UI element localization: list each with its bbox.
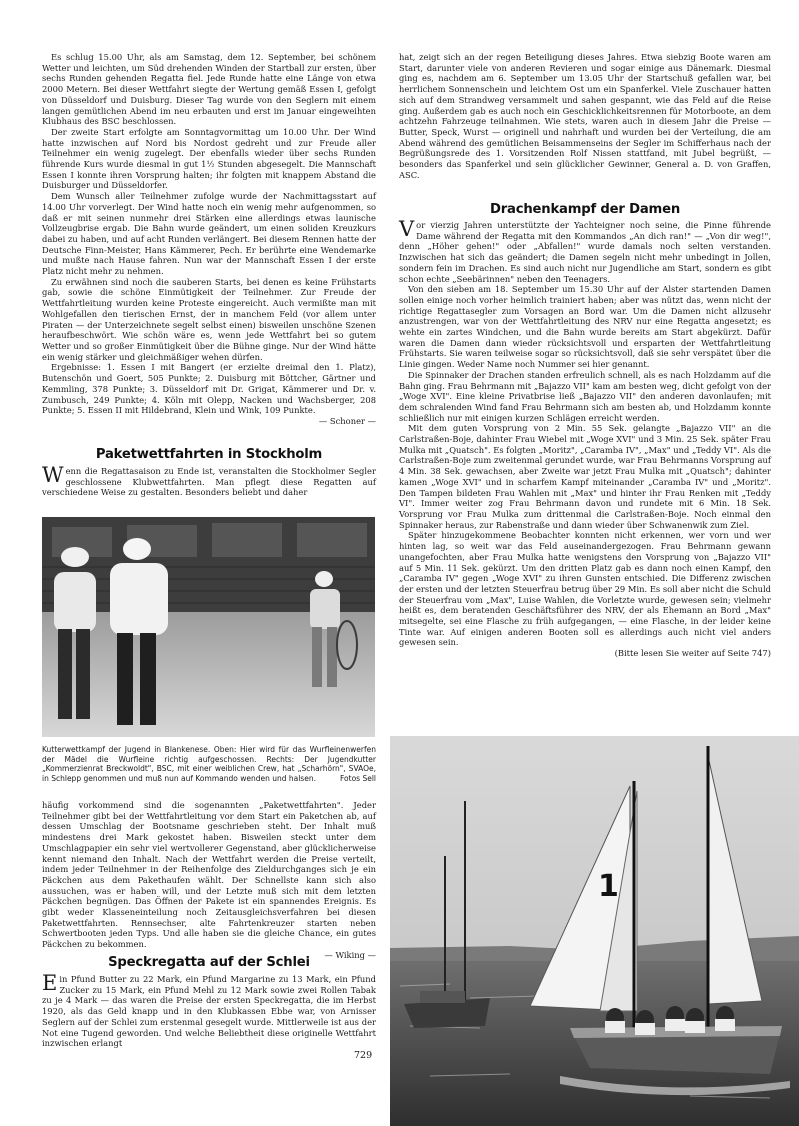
paragraph: Zu erwähnen sind noch die sauberen Starts, bei denen es keine Frühstarts gab, sowie die schöne Einmütigkeit der Teilnehmer. Zur Freude der Wettfahrtleitung wurden keine Proteste eingereicht. Auch vermißte man mit Wohlgefallen den tierischen Ernst, der in manchem Feld (vor allem unter Piraten — der Unterzeichnete segelt selbst einen) bisweilen unschöne Szenen heraufbeschwört. Wie schön wäre es, wenn jede Wettfahrt bei so gutem Wetter und so großer Einmütigkeit über die Bühne ginge. Nur der Wind hätte ein wenig stärker und gleichmäßiger wehen dürfen. xyxy=(42,276,376,362)
dropcap-letter: V xyxy=(399,217,415,241)
left-column-article xyxy=(42,52,376,427)
paragraph: Später hinzugekommene Beobachter konnten nicht erkennen, wer vorn und wer hinten lag, so weit war das Feld auseinandergezogen. Frau Behrmann gewann unangefochten, aber Frau Mulka hatte wenigstens den Vorsprung von „Bajazzo VII" auf 5 Min. 11 Sek. gekürzt. Um den dritten Platz gab es dann noch einen Kampf, den „Caramba IV" gegen „Woge XVI" zu ihren Gunsten entschied. Die Differenz zwischen der ersten und der letzten Steuerfrau betrug über 29 Min. Es soll aber nicht die Schuld der Steuerfrau vom „Max", Luise Wahlen, die Vorletzte wurde, gewesen sein; vielmehr heißt es, dem beratenden Geschäftsführer des NRV, der als Ehemann an Bord „Max" mitsegelte, sei eine Flasche zu früh aufgegangen, — eine Flasche, in der leider keine Tinte war. Auf einigen anderen Booten soll es allerdings auch nicht viel anders gewesen sein. xyxy=(399,530,771,648)
page-number: 729 xyxy=(354,1050,373,1061)
stockholm-intro xyxy=(42,463,376,498)
schlei-body xyxy=(42,971,376,1049)
continuation-note: (Bitte lesen Sie weiter auf Seite 747) xyxy=(614,648,771,659)
results-paragraph: Ergebnisse: 1. Essen I mit Bangert (er erzielte dreimal den 1. Platz), Butenschön und Goert, 505 Punkte; 2. Duisburg mit Böttcher, Gärtner und Kemmling, 378 Punkte; 3. Düsseldorf mit Dr. Grigat, Kämmerer und Dr. v. Zumbusch, 249 Punkte; 4. Köln mit Olepp, Nacken und Wachsberger, 208 Punkte; 5. Essen II mit Hildebrand, Klein und Wink, 109 Punkte. xyxy=(42,362,376,416)
photo-youth-rope-throwing xyxy=(42,517,375,737)
paragraph: Dem Wunsch aller Teilnehmer zufolge wurde der Nachmittagsstart auf 14.00 Uhr vorverlegt. Der Wind hatte noch ein wenig mehr aufgenommen, so daß er mit seinen nunmehr drei Stärken eine allerdings etwas launische Vollzeugbrise ergab. Die Bahn wurde geändert, um einen soliden Kreuzkurs dabei zu haben, und auf acht Runden verlängert. Bei diesem Rennen hatte der Deutsche Finn-Meister, Hans Kämmerer, Pech. Er berührte eine Wendemarke und mußte nach Hause fahren. Nun war der Mannschaft Essen I der erste Platz nicht mehr zu nehmen. xyxy=(42,191,376,277)
paragraph: häufig vorkommend sind die sogenannten „Paketwettfahrten". Jeder Teilnehmer gibt bei der Wettfahrtleitung vor dem Start ein Paketchen ab, auf dessen Umschlag der Bootsname geschrieben steht. Der Inhalt muß mindestens drei Mark gekostet haben. Bisweilen steckt unter dem Umschlagpapier ein sehr viel wertvollerer Gegenstand, aber glücklicherweise kennt niemand den Inhalt. Nach der Wettfahrt werden die Preise verteilt, indem jeder Teilnehmer in der Reihenfolge des Zieldurchganges sich je ein Päckchen aus dem Pakethaufen wählt. Der Schnellste kann sich also aussuchen, was er haben will, und der Letzte muß sich mit dem letzten Päckchen begnügen. Das Öffnen der Pakete ist ein spannendes Ereignis. Es gibt weder Klasseneinteilung noch Zeitausgleichsverfahren bei diesen Paketwettfahrten. Rennsechser, alte Fahrtenkreuzer starten neben Schwertbooten jeden Typs. Und alle haben sie die gleiche Chance, ein gutes Päckchen zu bekommen. xyxy=(42,800,376,950)
dropcap-letter: E xyxy=(42,971,58,995)
section-heading-stockholm: Paketwettfahrten in Stockholm xyxy=(95,447,323,462)
section-heading-drachenkampf: Drachenkampf der Damen xyxy=(489,202,681,217)
intro-text: enn die Regattasaison zu Ende ist, veranstalten die Stockholmer Segler geschlossene Klubwettfahrten. Man pflegt diese Regatten auf verschiedene Weise zu gestalten. Besonders beliebt und daher xyxy=(42,466,376,498)
paragraph: hat, zeigt sich an der regen Beteiligung dieses Jahres. Etwa siebzig Boote waren am Start, darunter viele von anderen Revieren und sogar einige aus Dänemark. Diesmal ging es, nachdem am 6. September um 13.05 Uhr der Startschuß gefallen war, bei herrlichem Sonnenschein und leichtem Ost um ein Spanferkel. Viele Zuschauer hatten sich auf dem Strandweg versammelt und sahen gespannt, wie das Feld auf die Reise ging. Außerdem gab es auch noch ein Geschicklichkeitsrennen für Motorboote, an dem achtzehn Fahrzeuge teilnahmen. Wie stets, waren auch in diesem Jahr die Preise — Butter, Speck, Wurst — originell und nahrhaft und wurden bei der Verteilung, die am Abend während des gemütlichen Beisammenseins der Segler im Schifferhaus nach der Begrüßungsrede des 1. Vorsitzenden Rolf Nissen stattfand, mit Jubel begrüßt, — besonders das Spanferkel und sein glücklicher Gewinner, General a. D. von Graffen, ASC. xyxy=(399,52,771,180)
paragraph: Es schlug 15.00 Uhr, als am Samstag, dem 12. September, bei schönem Wetter und leichten, um Süd drehenden Winden der Startball zur ersten, über sechs Runden gehenden Regatta fiel. Jede Runde hatte eine Länge von etwa 2000 Metern. Bei dieser Wettfahrt siegte der Wertung gemäß Essen I, gefolgt von Düsseldorf und Duisburg. Dieser Tag wurde von den Seglern mit einem langen gemütlichen Abend im neu erbauten und erst im Januar eingeweihten Klubhaus des BSC beschlossen. xyxy=(42,52,376,127)
sail-number: 1 xyxy=(598,869,619,904)
photo-caption xyxy=(42,745,376,784)
author-signature: — Wiking — xyxy=(324,949,376,960)
caption-text: Kutterwettkampf der Jugend in Blankenese. Oben: Hier wird für das Wurfleinenwerfen der Mädel die Wurfleine richtig aufgeschossen. Rechts: Der Jugendkutter „Kommerzienrat Breckwoldt", BSC, mit einer weiblichen Crew, hat „Scharhörn", SVAOe, in Schlepp genommen und muß nun auf Kommando wenden und halsen. xyxy=(42,745,376,784)
paragraph: in Pfund Butter zu 22 Mark, ein Pfund Margarine zu 13 Mark, ein Pfund Zucker zu 15 Mark, ein Pfund Mehl zu 12 Mark sowie zwei Rollen Tabak zu je 4 Mark — das waren die Preise der ersten Speckregatta, die im Herbst 1920, als das Geld knapp und in den Klubkassen Ebbe war, von Arnisser Seglern auf der Schlei zum erstenmal gesegelt wurde. Mittlerweile ist aus der Not eine Tugend geworden. Und welche Beliebtheit diese originelle Wettfahrt inzwischen erlangt xyxy=(42,974,376,1049)
paragraph: or vierzig Jahren unterstützte der Yachteigner noch seine, die Pinne führende Dame während der Regatta mit den Kommandos „An dich ran!" — „Von dir weg!", denn „Höher gehen!" oder „Abfallen!" wurde damals noch selten verstanden. Inzwischen hat sich das geändert; die Damen segeln nicht mehr unbedingt in Jollen, sondern fein im Drachen. Es sind auch nicht nur Jugendliche am Start, sondern es gibt schon echte „Seebärinnen" neben den Teenagers. xyxy=(399,220,771,284)
photo-sailing-boats xyxy=(390,736,799,1126)
right-column-continued xyxy=(399,52,771,180)
paragraph: Der zweite Start erfolgte am Sonntagvormittag um 10.00 Uhr. Der Wind hatte inzwischen auf Nord bis Nordost gedreht und zur Freude aller Teilnehmer ein wenig zugelegt. Der ebenfalls wieder über sechs Runden führende Kurs wurde diesmal in gut 1½ Stunden abgesegelt. Die Mannschaft Essen I konnte ihren Vorsprung halten; ihr folgten mit knappem Abstand die Duisburger und Düsseldorfer. xyxy=(42,126,376,191)
author-signature: — Schoner — xyxy=(318,415,376,426)
section-heading-schlei: Speckregatta auf der Schlei xyxy=(108,955,310,970)
paragraph: Die Spinnaker der Drachen standen erfreulich schnell, als es nach Holzdamm auf die Bahn ging. Frau Behrmann mit „Bajazzo VII" kam am besten weg, dicht gefolgt von der „Woge XVI". Eine kleine Privatbrise ließ „Bajazzo VII" den anderen davonlaufen; mit dem schralenden Wind fand Frau Behrmann sich am besten ab, und Holzdamm konnte schließlich nur mit einigen kurzen Schlägen erreicht werden. xyxy=(399,369,771,423)
paragraph: Mit dem guten Vorsprung von 2 Min. 55 Sek. gelangte „Bajazzo VII" an die Carlstraßen-Boje, dahinter Frau Wiebel mit „Woge XVI" und 3 Min. 25 Sek. später Frau Mulka mit „Quatsch". Es folgten „Moritz", „Caramba IV", „Max" und „Teddy VI". Als die Carlstraßen-Boje zum zweitenmal gerundet wurde, war Frau Behrmanns Vorsprung auf 4 Min. 38 Sek. gewachsen, aber Zweite war jetzt Frau Mulka mit „Quatsch"; dahinter kamen „Woge XVI" und in scharfem Kampf miteinander „Caramba IV" und „Moritz". Den Tampen bildeten Frau Wahlen mit „Max" und hinter ihr Frau Renken mit „Teddy VI". Immer weiter zog Frau Behrmann davon und rundete mit 6 Min. 18 Sek. Vorsprung vor Frau Mulka zum drittenmal die Carlstraßen-Boje. Noch einmal den Spinnaker heraus, zur Rabenstraße und dann wieder über Schwanenwik zum Ziel. xyxy=(399,423,771,530)
photo-image xyxy=(390,736,799,1126)
photo-image xyxy=(42,517,375,737)
drachenkampf-article xyxy=(399,217,771,659)
paragraph: Von den sieben am 18. September um 15.30 Uhr auf der Alster startenden Damen sollen einige noch vorher heimlich trainiert haben; aber was nützt das, wenn nicht der richtige Regattasegler zum Vorsagen an Bord war. Um die Damen nicht allzusehr anzustrengen, war von der Wettfahrtleitung des NRV nur eine Regatta angesetzt; es wehte ein zartes Windchen, und die Bahn wurde bereits am Start abgekürzt. Dafür waren die Damen dann wieder rücksichtsvoll und ersparten der Wettfahrtleitung Frühstarts. Sie waren teilweise sogar so rücksichtsvoll, daß sie sehr verspätet über die Linie gingen. Weder Name noch Nummer sei hier genannt. xyxy=(399,284,771,370)
photo-credit: Fotos Sell xyxy=(340,774,376,784)
dropcap-letter: W xyxy=(42,463,64,487)
stockholm-body xyxy=(42,800,376,961)
